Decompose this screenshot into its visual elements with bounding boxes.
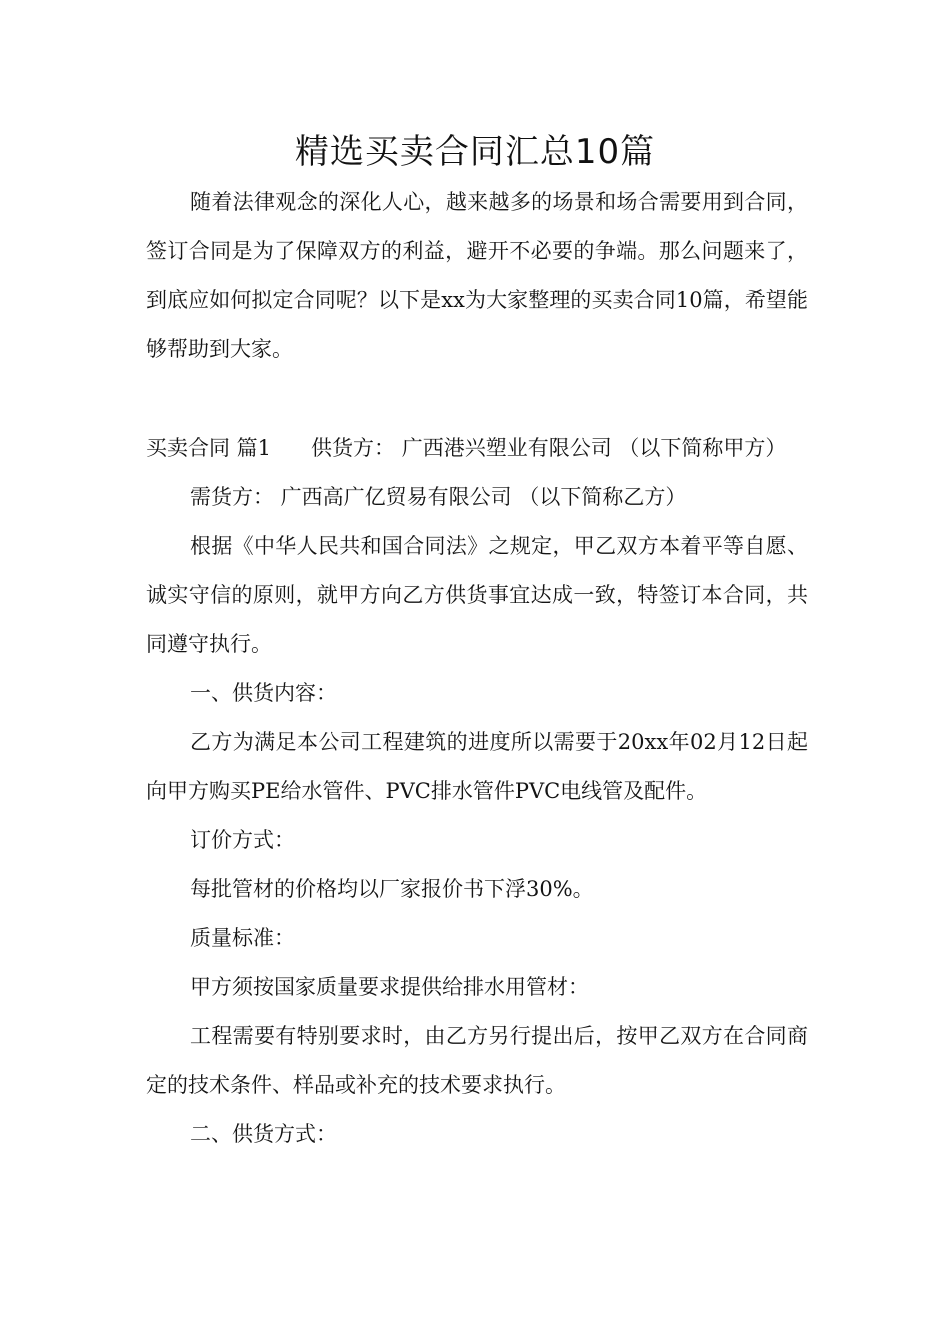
quality-text-1: 甲方须按国家质量要求提供给排水用管材： — [190, 975, 589, 999]
intro-paragraph: 随着法律观念的深化人心，越来越多的场景和场合需要用到合同，签订合同是为了保障双方的利益，避开不必要的争端。那么问题来了，到底应如何拟定合同呢？以下是xx为大家整理的买卖合同10篇，希望能够帮助到大家。 — [146, 190, 808, 361]
quality-title: 质量标准： — [190, 926, 295, 950]
contract-section-1 — [146, 424, 808, 1159]
quality-text-2: 工程需要有特别要求时，由乙方另行提出后，按甲乙双方在合同商定的技术条件、样品或补充的技术要求执行。 — [146, 1024, 808, 1097]
item1-title: 一、供货内容： — [190, 681, 337, 705]
item2-title: 二、供货方式： — [190, 1122, 337, 1146]
section-heading-line — [146, 424, 808, 473]
pricing-title: 订价方式： — [190, 828, 295, 852]
intro-block — [146, 178, 808, 374]
pricing-text: 每批管材的价格均以厂家报价书下浮30%。 — [190, 877, 594, 901]
supplier-line: 供货方： 广西港兴塑业有限公司 （以下简称甲方） — [311, 436, 787, 460]
item1-text: 乙方为满足本公司工程建筑的进度所以需要于20xx年02月12日起向甲方购买PE给水管件、PVC排水管件PVC电线管及配件。 — [146, 730, 808, 803]
document-title: 精选买卖合同汇总10篇 — [294, 132, 656, 172]
basis-paragraph: 根据《中华人民共和国合同法》之规定，甲乙双方本着平等自愿、诚实守信的原则，就甲方向乙方供货事宜达成一致，特签订本合同，共同遵守执行。 — [146, 534, 808, 656]
section-heading: 买卖合同 篇1 — [146, 436, 272, 460]
buyer-line: 需货方： 广西高广亿贸易有限公司 （以下简称乙方） — [190, 485, 687, 509]
